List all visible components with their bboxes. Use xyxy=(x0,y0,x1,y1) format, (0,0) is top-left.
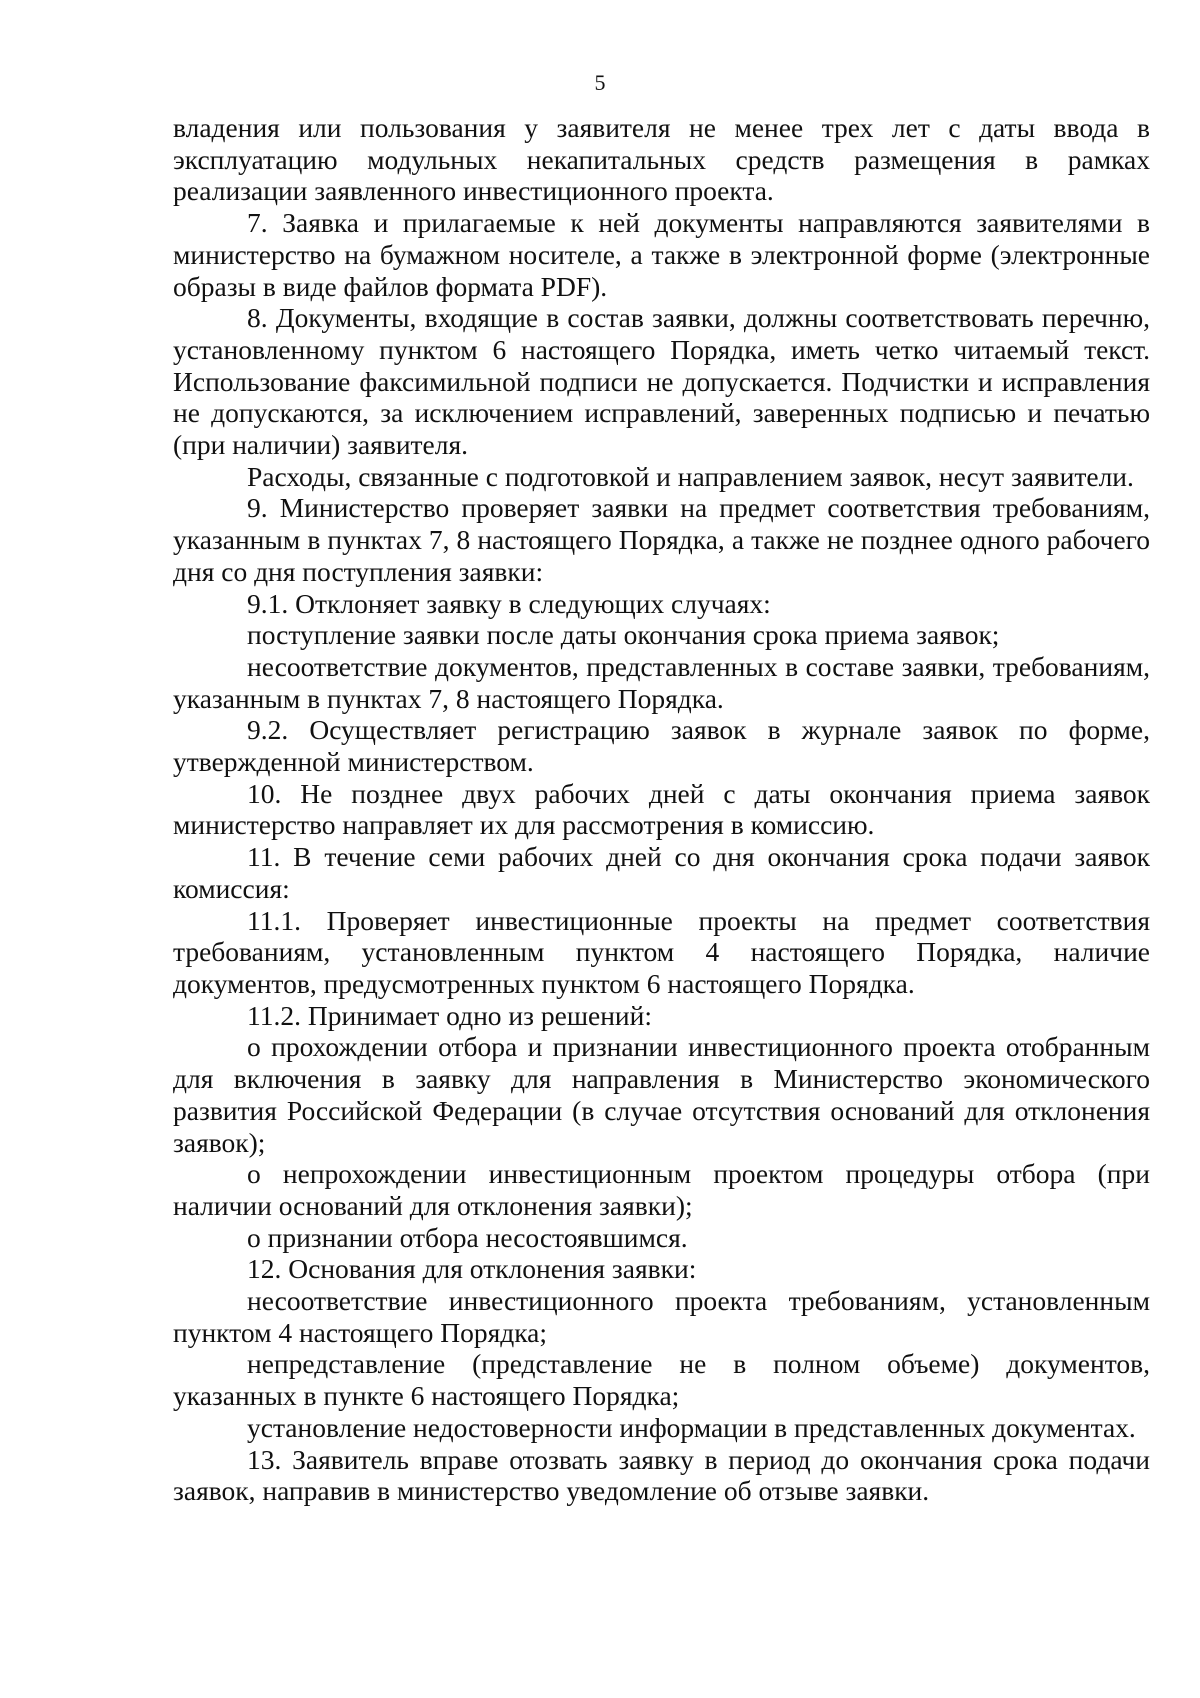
paragraph-ground-mismatch: несоответствие инвестиционного проекта требованиям, установленным пунктом 4 настоящего Порядка; xyxy=(173,1285,1150,1348)
paragraph-item-9-2: 9.2. Осуществляет регистрацию заявок в журнале заявок по форме, утвержденной министерством. xyxy=(173,714,1150,778)
paragraph-decision-void: о признании отбора несостоявшимся. xyxy=(247,1221,688,1253)
paragraph-item-8: 8. Документы, входящие в состав заявки, должны соответствовать перечню, установленному пунктом 6 настоящего Порядка, иметь четко читаемый текст. Использование факсимильной подписи не допускается. Подчистки и исправления не допускаются, за исключением исправлений, заверенных подписью и печатью (при наличии) заявителя. xyxy=(173,302,1150,461)
paragraph-item-9: 9. Министерство проверяет заявки на предмет соответствия требованиям, указанным в пунктах 7, 8 настоящего Порядка, а также не позднее одного рабочего дня со дня поступления заявки: xyxy=(173,492,1150,587)
paragraph-expenses: Расходы, связанные с подготовкой и направлением заявок, несут заявители. xyxy=(247,460,1134,492)
paragraph-item-7: 7. Заявка и прилагаемые к ней документы направляются заявителями в министерство на бумажном носителе, а также в электронной форме (электронные образы в виде файлов формата PDF). xyxy=(173,207,1150,302)
paragraph-item-10: 10. Не позднее двух рабочих дней с даты окончания приема заявок министерство направляет их для рассмотрения в комиссию. xyxy=(173,777,1150,841)
paragraph-reject-reason-late: поступление заявки после даты окончания срока приема заявок; xyxy=(247,619,1000,651)
paragraph-reject-reason-mismatch: несоответствие документов, представленных в составе заявки, требованиям, указанным в пунктах 7, 8 настоящего Порядка. xyxy=(173,650,1150,714)
paragraph-ground-false-info: установление недостоверности информации в представленных документах. xyxy=(247,1411,1136,1443)
paragraph-decision-fail: о непрохождении инвестиционным проектом процедуры отбора (при наличии оснований для отклонения заявки); xyxy=(173,1158,1150,1221)
paragraph-continuation: владения или пользования у заявителя не менее трех лет с даты ввода в эксплуатацию модульных некапитальных средств размещения в рамках реализации заявленного инвестиционного проекта. xyxy=(173,112,1150,207)
paragraph-item-12: 12. Основания для отклонения заявки: xyxy=(247,1253,697,1285)
page-number: 5 xyxy=(594,70,606,95)
paragraph-item-9-1: 9.1. Отклоняет заявку в следующих случаях: xyxy=(247,587,771,619)
document-body xyxy=(173,112,1150,1507)
paragraph-item-13: 13. Заявитель вправе отозвать заявку в период до окончания срока подачи заявок, направив в министерство уведомление об отзыве заявки. xyxy=(173,1443,1150,1507)
paragraph-decision-pass: о прохождении отбора и признании инвестиционного проекта отобранным для включения в заявку для направления в Министерство экономического развития Российской Федерации (в случае отсутствия оснований для отклонения заявок); xyxy=(173,1031,1150,1158)
paragraph-item-11-1: 11.1. Проверяет инвестиционные проекты на предмет соответствия требованиям, установленным пунктом 4 настоящего Порядка, наличие документов, предусмотренных пунктом 6 настоящего Порядка. xyxy=(173,904,1150,999)
paragraph-item-11-2: 11.2. Принимает одно из решений: xyxy=(247,999,653,1031)
paragraph-item-11: 11. В течение семи рабочих дней со дня окончания срока подачи заявок комиссия: xyxy=(173,841,1150,904)
paragraph-ground-missing-docs: непредставление (представление не в полном объеме) документов, указанных в пункте 6 настоящего Порядка; xyxy=(173,1348,1150,1412)
